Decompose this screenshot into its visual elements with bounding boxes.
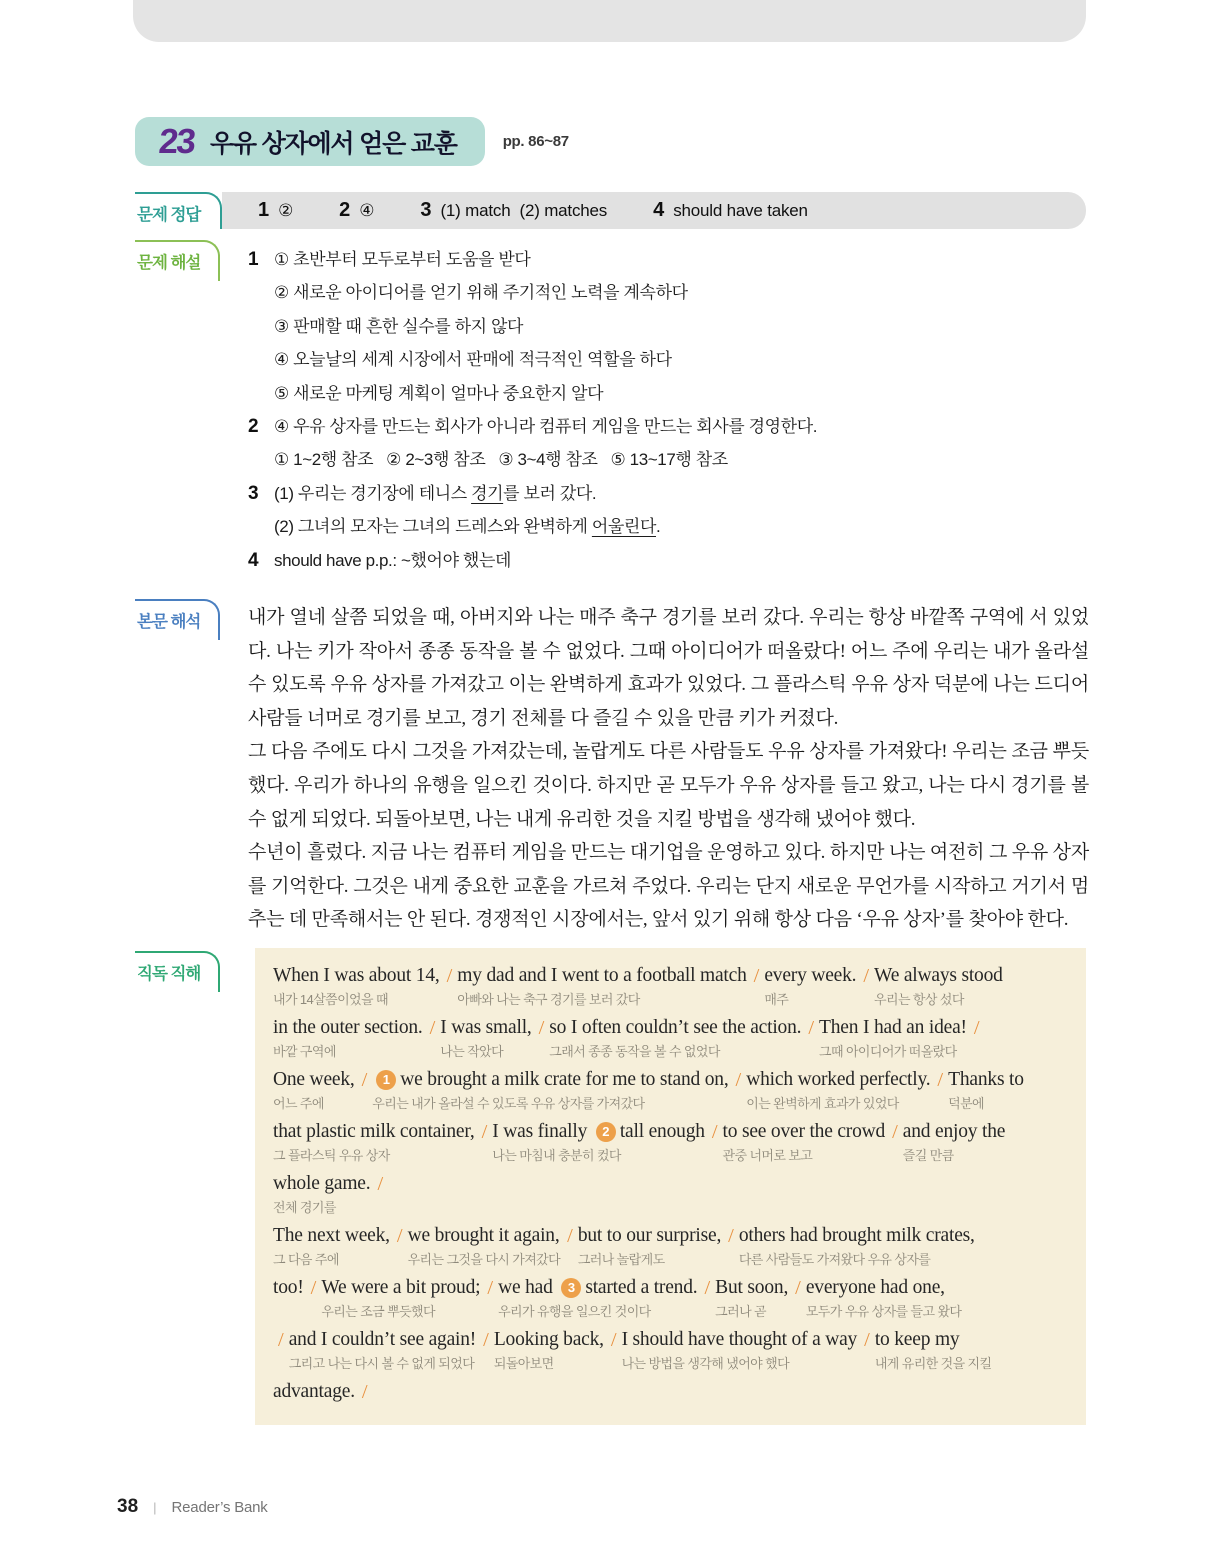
unit-header <box>135 117 569 166</box>
phrase-slash: / <box>429 1017 436 1039</box>
explanation-item-number: 4 <box>248 549 259 571</box>
direct-reading-line <box>273 1121 1068 1164</box>
unit-title: 우유 상자에서 얻은 교훈 <box>209 129 457 158</box>
phrase-slash: / <box>483 1329 489 1351</box>
phrase-chunk <box>903 1121 1005 1164</box>
phrase-english: The next week, <box>273 1225 390 1246</box>
phrase-english: One week, <box>273 1069 355 1090</box>
numbered-badge: 2 <box>596 1122 616 1142</box>
text-segment: 를 보러 갔다. <box>503 483 597 503</box>
direct-reading-line <box>273 1069 1068 1112</box>
phrase-slash: / <box>808 1017 815 1039</box>
phrase-slash: / <box>863 965 870 987</box>
unit-title-pill <box>135 117 485 166</box>
phrase-korean-gloss: 우리가 유행을 일으킨 것이다 <box>498 1304 651 1319</box>
direct-reading-line <box>273 1017 1068 1060</box>
phrase-slash: / <box>864 1329 870 1351</box>
phrase-korean-gloss: 즐길 만큼 <box>902 1148 954 1163</box>
phrase-korean-gloss: 우리는 항상 섰다 <box>874 992 964 1007</box>
phrase-english: 1 we brought a milk crate for me to stand on, <box>372 1069 728 1091</box>
text-segment: (1) 우리는 경기장에 테니스 <box>274 483 472 503</box>
explanation-item <box>248 410 1088 477</box>
phrase-slash: / <box>377 1173 384 1195</box>
phrase-chunk <box>498 1277 697 1320</box>
phrase-english: we brought it again, <box>407 1225 560 1246</box>
phrase-korean-gloss: 그래서 종종 동작을 볼 수 없었다 <box>549 1044 720 1059</box>
explanation-item <box>248 544 1088 577</box>
phrase-english: in the outer section. <box>273 1017 423 1038</box>
phrase-chunk <box>440 1017 531 1060</box>
explanation-item-lines <box>274 544 1088 577</box>
phrase-korean-gloss: 우리는 조금 뿌듯했다 <box>321 1304 435 1319</box>
phrase-chunk <box>739 1225 975 1268</box>
phrase-chunk <box>457 965 746 1008</box>
translation-paragraph: 그 다음 주에도 다시 그것을 가져갔는데, 놀랍게도 다른 사람들도 우유 상자를 가져왔다! 우리는 조금 뿌듯했다. 우리가 하나의 유행을 일으킨 것이다. 하지만 곧 모두가 우유 상자를 들고 왔고, 나는 다시 경기를 볼 수 없게 되었다. 되돌아보면, 나는 내게 유리한 것을 지킬 방법을 생각해 냈어야 했다. <box>248 741 1089 830</box>
phrase-english: so I often couldn’t see the action. <box>549 1017 802 1038</box>
page-range: pp. 86~87 <box>502 133 569 150</box>
phrase-chunk <box>875 1329 992 1372</box>
translation-body <box>248 601 1089 937</box>
phrase-korean-gloss: 나는 마침내 충분히 컸다 <box>492 1148 621 1163</box>
answer-key-label: 문제 정답 <box>135 192 222 229</box>
explanation-line <box>274 510 1088 543</box>
page-footer <box>117 1496 268 1518</box>
phrase-slash: / <box>567 1225 573 1247</box>
phrase-korean-gloss: 그러나 곧 <box>715 1304 767 1319</box>
phrase-english: Thanks to <box>948 1069 1024 1090</box>
phrase-korean-gloss: 매주 <box>764 992 789 1007</box>
phrase-english: whole game. <box>273 1173 371 1194</box>
phrase-chunk <box>764 965 856 1008</box>
explanation-item-lines <box>274 243 1088 410</box>
answer-value: ④ <box>359 201 375 220</box>
explanation-line: should have p.p.: ~했어야 했는데 <box>274 550 511 570</box>
phrase-chunk <box>549 1017 801 1060</box>
phrase-slash: / <box>487 1277 494 1299</box>
explanation-line: ④ 우유 상자를 만드는 회사가 아니라 컴퓨터 게임을 만드는 회사를 경영한다. <box>274 417 818 437</box>
numbered-badge: 1 <box>376 1070 396 1090</box>
phrase-slash: / <box>361 1069 368 1091</box>
phrase-korean-gloss: 전체 경기를 <box>273 1200 336 1215</box>
direct-reading-line <box>273 1173 1068 1216</box>
phrase-chunk <box>723 1121 886 1164</box>
phrase-chunk <box>321 1277 480 1320</box>
phrase-chunk <box>273 1381 355 1403</box>
phrase-chunk <box>874 965 1003 1008</box>
answer-value: should have taken <box>673 201 808 220</box>
direct-reading-line <box>273 1329 1068 1372</box>
phrase-english: everyone had one, <box>805 1277 945 1298</box>
phrase-chunk <box>289 1329 476 1372</box>
phrase-slash: / <box>396 1225 403 1247</box>
phrase-english: But soon, <box>715 1277 789 1298</box>
page-number: 38 <box>117 1496 139 1517</box>
phrase-slash: / <box>711 1121 718 1143</box>
phrase-english: but to our surprise, <box>577 1225 722 1246</box>
phrase-slash: / <box>937 1069 944 1091</box>
answer-question-number: 1 <box>258 199 270 221</box>
phrase-english: and enjoy the <box>902 1121 1006 1142</box>
phrase-chunk <box>715 1277 788 1320</box>
phrase-korean-gloss: 바깥 구역에 <box>273 1044 336 1059</box>
answer-question-number: 3 <box>420 199 432 221</box>
answer-value: ② <box>278 201 294 220</box>
phrase-english: every week. <box>764 965 857 986</box>
phrase-korean-gloss: 내게 유리한 것을 지킬 <box>874 1356 992 1371</box>
phrase-chunk <box>819 1017 967 1060</box>
phrase-chunk <box>273 1069 355 1112</box>
phrase-korean-gloss: 되돌아보면 <box>493 1356 554 1371</box>
phrase-english: and I couldn’t see again! <box>288 1329 477 1350</box>
translation-paragraph: 내가 열네 살쯤 되었을 때, 아버지와 나는 매주 축구 경기를 보러 갔다. 우리는 항상 바깥쪽 구역에 서 있었다. 나는 키가 작아서 종종 동작을 볼 수 없었다. 그때 아이디어가 떠올랐다! 어느 주에 우리는 내가 올라설 수 있도록 우유 상자를 가져갔고 이는 완벽하게 효과가 있었다. 그 플라스틱 우유 상자 덕분에 나는 드디어 사람들 너머로 경기를 보고, 경기 전체를 다 즐길 수 있을 만큼 키가 커졌다. <box>248 607 1089 729</box>
explanation-line <box>274 477 1088 510</box>
phrase-korean-gloss: 덕분에 <box>948 1096 984 1111</box>
phrase-slash: / <box>538 1017 545 1039</box>
explanation-line: ① 초반부터 모두로부터 도움을 받다 <box>274 250 531 269</box>
phrase-chunk <box>372 1069 728 1112</box>
explanation-line: ② 새로운 아이디어를 얻기 위해 주기적인 노력을 계속하다 <box>274 283 688 303</box>
phrase-chunk <box>746 1069 930 1112</box>
phrase-chunk <box>273 965 440 1008</box>
phrase-chunk <box>578 1225 721 1268</box>
answer-item <box>420 199 607 222</box>
phrase-chunk <box>948 1069 1024 1112</box>
phrase-slash: / <box>728 1225 734 1247</box>
phrase-korean-gloss: 내가 14살쯤이었을 때 <box>273 992 388 1007</box>
phrase-korean-gloss: 나는 작았다 <box>440 1044 504 1059</box>
phrase-chunk <box>273 1017 423 1060</box>
direct-reading-label: 직독 직해 <box>135 951 220 992</box>
phrase-korean-gloss: 그리고 나는 다시 볼 수 없게 되었다 <box>288 1356 475 1371</box>
answer-question-number: 4 <box>653 199 665 221</box>
explanation-item <box>248 243 1088 410</box>
underlined-word: 경기 <box>471 483 504 503</box>
phrase-korean-gloss: 그때 아이디어가 떠올랐다 <box>819 1044 957 1059</box>
answer-item <box>339 199 374 222</box>
direct-reading-box <box>255 948 1086 1425</box>
phrase-english: Looking back, <box>493 1329 604 1350</box>
phrase-english: that plastic milk container, <box>273 1121 475 1142</box>
phrase-english: we had 3 started a trend. <box>498 1277 698 1298</box>
explanation-item-number: 1 <box>248 249 259 270</box>
phrase-slash: / <box>795 1277 801 1299</box>
underlined-word: 어울린다 <box>591 517 656 537</box>
phrase-slash: / <box>446 965 453 987</box>
explanation-item-number: 3 <box>248 482 259 504</box>
phrase-english: to keep my <box>874 1329 960 1350</box>
phrase-chunk <box>492 1121 705 1164</box>
phrase-korean-gloss: 아빠와 나는 축구 경기를 보러 갔다 <box>457 992 640 1007</box>
phrase-english: to see over the crowd <box>722 1121 886 1142</box>
explanation-item-number: 2 <box>248 416 259 438</box>
text-segment: (2) 그녀의 모자는 그녀의 드레스와 완벽하게 <box>274 517 592 537</box>
phrase-english: We were a bit proud; <box>321 1277 481 1298</box>
explanation-item <box>248 477 1088 544</box>
answer-item <box>653 199 808 222</box>
phrase-slash: / <box>310 1277 317 1299</box>
phrase-chunk <box>622 1329 858 1372</box>
unit-number: 23 <box>157 121 196 161</box>
phrase-korean-gloss: 우리는 내가 올라설 수 있도록 우유 상자를 가져갔다 <box>372 1096 645 1111</box>
phrase-chunk <box>408 1225 561 1268</box>
direct-reading-line <box>273 1277 1068 1320</box>
phrase-slash: / <box>892 1121 898 1143</box>
phrase-slash: / <box>753 965 760 987</box>
answer-item <box>258 199 293 222</box>
phrase-english: too! <box>273 1277 304 1298</box>
phrase-english: I should have thought of a way <box>621 1329 858 1350</box>
phrase-korean-gloss: 우리는 그것을 다시 가져갔다 <box>407 1252 561 1267</box>
brand-name: Reader’s Bank <box>171 1498 268 1516</box>
phrase-slash: / <box>735 1069 742 1091</box>
direct-reading-line <box>273 1225 1068 1268</box>
phrase-english: I was small, <box>440 1017 532 1038</box>
explanation-line: ③ 판매할 때 흔한 실수를 하지 않다 <box>274 316 524 336</box>
phrase-korean-gloss: 그러나 놀랍게도 <box>577 1252 665 1267</box>
translation-paragraph: 수년이 흘렀다. 지금 나는 컴퓨터 게임을 만드는 대기업을 운영하고 있다. 하지만 나는 여전히 그 우유 상자를 기억한다. 그것은 내게 중요한 교훈을 가르쳐 주었다. 우리는 단지 새로운 무언가를 시작하고 거기서 멈추는 데 만족해서는 안 된다. 경쟁적인 시장에서는, 앞서 있기 위해 항상 다음 ‘우유 상자’를 찾아야 한다. <box>248 842 1089 931</box>
phrase-chunk <box>273 1173 370 1216</box>
phrase-english: others had brought milk crates, <box>738 1225 975 1246</box>
explanation-line: ⑤ 새로운 마케팅 계획이 얼마나 중요한지 알다 <box>274 383 604 403</box>
previous-card-bottom-edge <box>133 0 1086 42</box>
phrase-chunk <box>273 1277 304 1299</box>
phrase-chunk <box>273 1121 475 1164</box>
footer-divider: | <box>153 1499 157 1515</box>
phrase-korean-gloss: 그 플라스틱 우유 상자 <box>273 1148 390 1163</box>
phrase-english: which worked perfectly. <box>746 1069 931 1090</box>
explanation-line: ④ 오늘날의 세계 시장에서 판매에 적극적인 역할을 하다 <box>274 350 672 370</box>
phrase-chunk <box>806 1277 962 1320</box>
phrase-slash: / <box>973 1017 980 1039</box>
answer-key-bar <box>222 192 1086 229</box>
translation-label: 본문 해석 <box>135 599 220 640</box>
direct-reading-line <box>273 965 1068 1008</box>
phrase-english: advantage. <box>273 1381 355 1402</box>
phrase-korean-gloss: 다른 사람들도 가져왔다 우유 상자를 <box>738 1252 931 1267</box>
phrase-slash: / <box>278 1329 284 1351</box>
explanation-item-lines <box>274 410 1088 477</box>
phrase-english: I was finally 2 tall enough <box>492 1121 705 1142</box>
phrase-slash: / <box>361 1381 368 1403</box>
explanation-item-lines <box>274 477 1088 544</box>
phrase-chunk <box>494 1329 604 1372</box>
phrase-slash: / <box>481 1121 488 1143</box>
phrase-korean-gloss: 이는 완벽하게 효과가 있었다 <box>746 1096 899 1111</box>
answer-value: (1) match (2) matches <box>440 201 608 220</box>
phrase-korean-gloss: 그 다음 주에 <box>273 1252 339 1267</box>
phrase-english: my dad and I went to a football match <box>457 965 747 986</box>
explanation-body <box>248 243 1088 577</box>
phrase-chunk <box>273 1225 390 1268</box>
explanation-label: 문제 해설 <box>135 240 220 281</box>
phrase-korean-gloss: 나는 방법을 생각해 냈어야 했다 <box>621 1356 790 1371</box>
phrase-korean-gloss: 어느 주에 <box>273 1096 324 1111</box>
phrase-english: Then I had an idea! <box>819 1017 967 1038</box>
answer-question-number: 2 <box>339 199 351 221</box>
phrase-slash: / <box>610 1329 617 1351</box>
phrase-korean-gloss: 관중 너머로 보고 <box>722 1148 813 1163</box>
direct-reading-line <box>273 1381 1068 1404</box>
phrase-english: We always stood <box>874 965 1003 986</box>
text-segment: . <box>655 517 661 537</box>
explanation-line: ① 1~2행 참조 ② 2~3행 참조 ③ 3~4행 참조 ⑤ 13~17행 참조 <box>274 450 728 470</box>
numbered-badge: 3 <box>561 1278 581 1298</box>
phrase-english: When I was about 14, <box>273 965 440 986</box>
phrase-korean-gloss: 모두가 우유 상자를 들고 왔다 <box>805 1304 962 1319</box>
phrase-slash: / <box>704 1277 711 1299</box>
